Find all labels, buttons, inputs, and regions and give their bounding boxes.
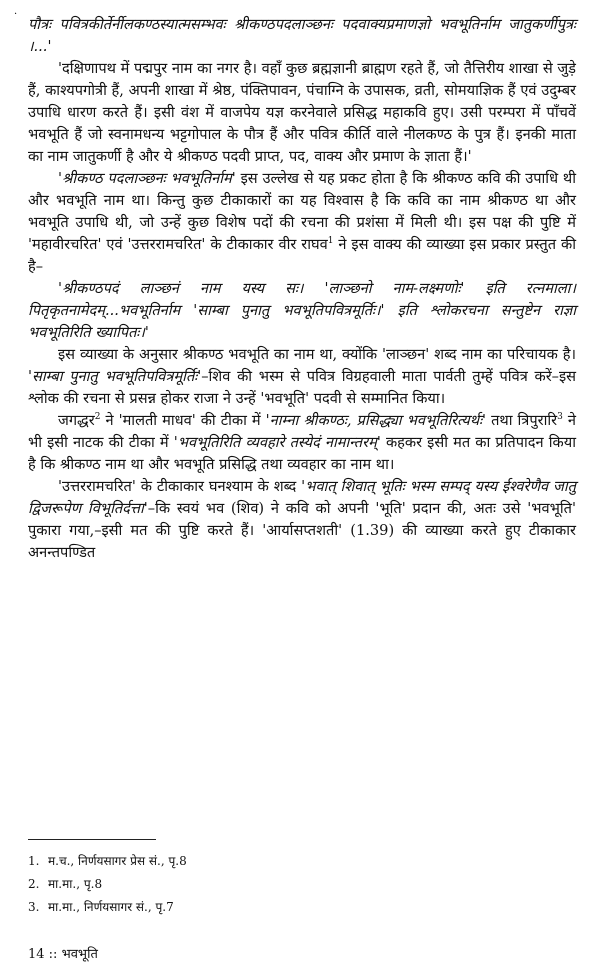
footnote-divider: [28, 839, 156, 840]
text-run: –कि स्वयं भव (शिव) ने कवि को अपनी 'भूति' प्रदान की, अतः उसे 'भवभूति' पुकारा गया,–इसी मत की पुष्टि करते हैं। 'आर्यासप्तशती' (1.39) की व्याख्या करते हुए टीकाकार अनन्तपण्डित: [28, 500, 576, 561]
footnote-item: [28, 873, 576, 896]
paragraph-7: [28, 476, 576, 564]
footnote-text: म.च., निर्णयसागर प्रेस सं., पृ.8: [48, 854, 187, 868]
body-text: [28, 14, 576, 564]
footnote-text: मा.मा., पृ.8: [48, 877, 103, 891]
paragraph-2: 'दक्षिणापथ में पद्मपुर नाम का नगर है। वहाँ कुछ ब्रह्मज्ञानी ब्राह्मण रहते हैं, जो तैत्तिरीय शाखा से जुड़े हैं, काश्यपगोत्री हैं, अपनी शाखा में श्रेष्ठ, पंक्तिपावन, पंचाग्नि के उपासक, व्रती, सोमयाज्ञिक हैं एवं उदुम्बर उपाधि धारण करते हैं। इसी वंश में वाजपेय यज्ञ करनेवाले प्रसिद्ध महाकवि हुए। उसी परम्परा में पाँचवें भवभूति हैं जो स्वनामधन्य भट्टगोपाल के पौत्र हैं और पवित्र कीर्ति वाले नीलकण्ठ के पुत्र हैं। इनकी माता का नाम जातुकर्णी है और ये श्रीकण्ठ पदवी प्राप्त, पद, वाक्य और प्रमाण के ज्ञाता हैं।': [28, 60, 577, 165]
text-run: –शिव की भस्म से पवित्र विग्रहवाली माता पार्वती तुम्हें पवित्र करें–इस श्लोक की रचना से प्रसन्न होकर राजा ने उन्हें 'भवभूति' पदवी से सम्मानित किया।: [28, 368, 576, 407]
footnote-ref-1: 1: [327, 236, 334, 247]
footnote-number: 3.: [28, 900, 40, 914]
footnote-ref-2: 2: [94, 412, 101, 423]
footnote-item: [28, 850, 576, 873]
quote-inline: 'नाम्ना श्रीकण्ठः, प्रसिद्ध्या भवभूतिरित्यर्थः': [265, 412, 487, 429]
paragraph-5: [28, 344, 576, 410]
paragraph-3: [28, 168, 576, 278]
footnote-number: 1.: [28, 854, 40, 868]
text-run: ने 'मालती माधव' की टीका में: [100, 412, 266, 429]
quote-inline: 'श्रीकण्ठ पदलाञ्छनः भवभूतिर्नाम': [58, 170, 236, 187]
text-run: कहकर इसी मत का प्रतिपादन किया है कि श्रीकण्ठ नाम था और भवभूति प्रसिद्धि तथा व्यवहार का नाम था।: [28, 434, 576, 473]
quote-inline: 'भवभूतिरिति व्यवहारे तस्येदं नामान्तरम्': [173, 434, 381, 451]
paragraph-6: [28, 410, 576, 476]
text-run: ने भी इसी नाटक की टीका में: [28, 412, 577, 451]
quote-inline: 'साम्बा पुनातु भवभूतिपवित्रमूर्तिः': [28, 368, 202, 385]
text-run: ने इस वाक्य की व्याख्या इस प्रकार प्रस्तुत की है–: [28, 236, 576, 275]
text-run: जगद्धर: [58, 412, 95, 429]
footnote-item: [28, 896, 576, 919]
paragraph-4: 'श्रीकण्ठपदं लाञ्छनं नाम यस्य सः। 'लाञ्छनो नाम-लक्ष्मणोः' इति रत्नमाला। पितृकृतनामेदम्...भवभूतिर्नाम 'साम्बा पुनातु भवभूतिपवित्रमूर्तिः।' इति श्लोकरचना सन्तुष्टेन राज्ञा भवभूतिरिति ख्यापितः।': [28, 280, 576, 341]
paragraph-1: पौत्रः पवित्रकीर्तेर्नीलकण्ठस्यात्मसम्भवः श्रीकण्ठपदलाञ्छनः पदवाक्यप्रमाणज्ञो भवभूतिर्नाम जातुकर्णीपुत्रः ।...': [28, 16, 576, 55]
footnote-number: 2.: [28, 877, 40, 891]
quote-inline: 'भवात् शिवात् भूतिः भस्म सम्पद् यस्य ईश्वरेणैव जातु द्विजरूपेण विभूतिर्दत्ता': [28, 478, 576, 517]
footnotes: [28, 850, 576, 919]
text-run: इस उल्लेख से यह प्रकट होता है कि श्रीकण्ठ कवि की उपाधि थी और भवभूति नाम था। किन्तु कुछ टीकाकारों का यह विश्वास है कि कवि का नाम श्रीकण्ठ था और भवभूति उपाधि थी, जो उन्हें कुछ विशेष पदों की रचना की प्रशंसा में मिली थी। इस पक्ष की पुष्टि में 'महावीरचरित' एवं 'उत्तररामचरित' के टीकाकार वीर राघव: [28, 170, 576, 253]
text-run: इस व्याख्या के अनुसार श्रीकण्ठ भवभूति का नाम था, क्योंकि 'लाञ्छन' शब्द नाम का परिचायक है।: [58, 346, 576, 363]
text-run: तथा त्रिपुरारि: [486, 412, 558, 429]
footnote-ref-3: 3: [557, 412, 563, 423]
footnote-text: मा.मा., निर्णयसागर सं., पृ.7: [48, 900, 174, 914]
page-mark: ·: [14, 9, 18, 20]
page-folio: 14 :: भवभूति: [28, 947, 98, 962]
text-run: 'उत्तररामचरित' के टीकाकार घनश्याम के शब्द: [58, 478, 302, 495]
